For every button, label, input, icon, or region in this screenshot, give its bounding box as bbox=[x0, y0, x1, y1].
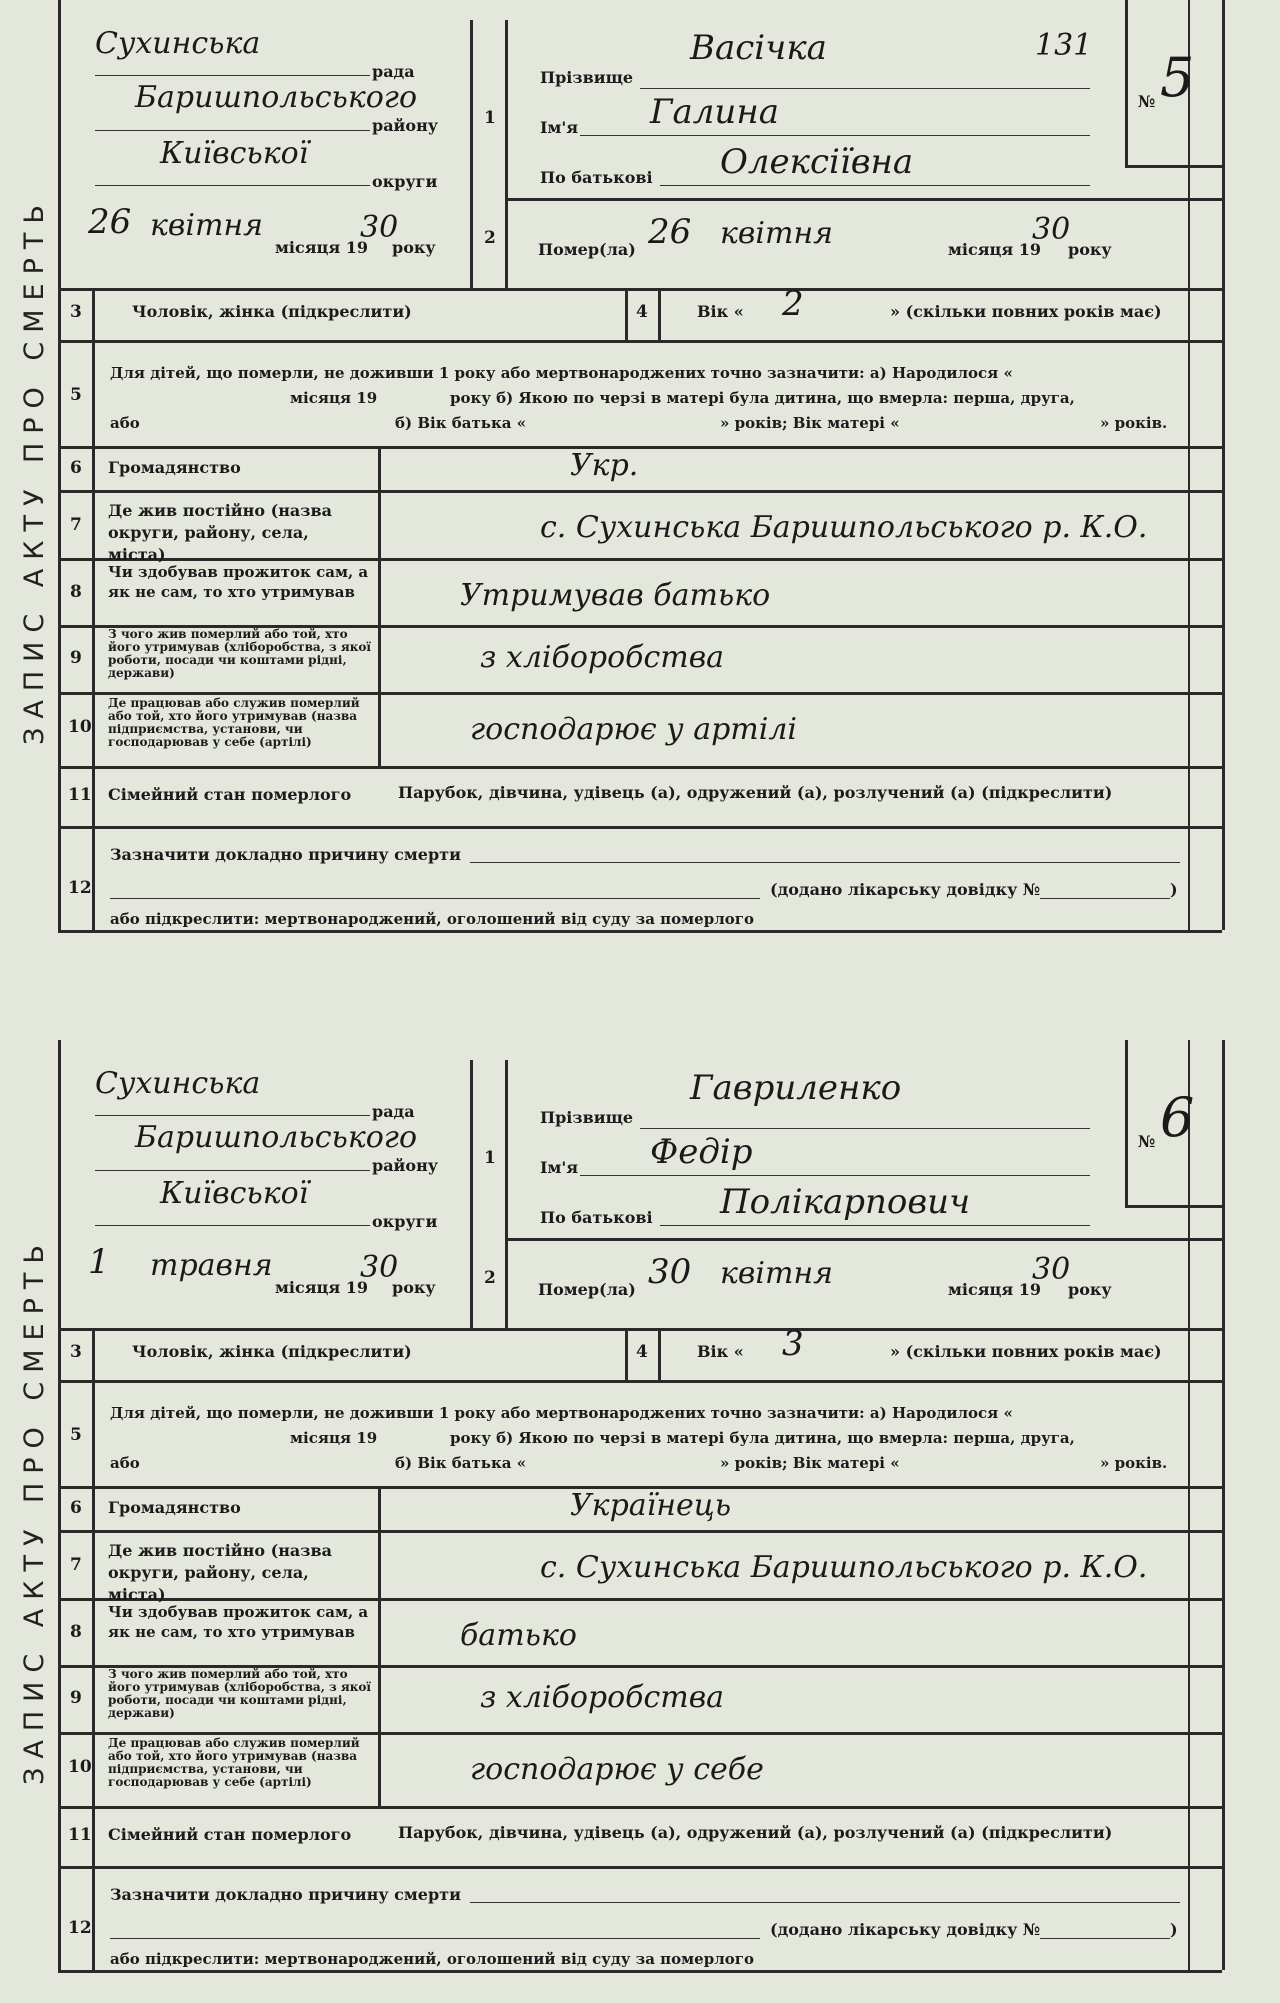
row5-line3b: б) Вік батька « bbox=[395, 1454, 527, 1472]
cause-attach: (додано лікарську довідку № bbox=[770, 880, 1041, 899]
okruga-value: Київської bbox=[160, 136, 309, 171]
patronymic-label: По батькові bbox=[540, 168, 653, 187]
reg-day: 1 bbox=[88, 1242, 110, 1282]
age-suffix: » (скільки повних років має) bbox=[890, 1342, 1162, 1361]
death-month-label: місяця 19 bbox=[948, 1280, 1042, 1299]
row5-line1: Для дітей, що померли, не доживши 1 року або мертвонароджених точно зазначити: а) Народилося « bbox=[110, 1404, 1013, 1422]
death-year-label: року bbox=[1068, 240, 1112, 259]
surname-value: Гавриленко bbox=[690, 1068, 902, 1108]
reg-year: 30 bbox=[360, 1250, 399, 1285]
name-label: Ім'я bbox=[540, 1158, 579, 1177]
cause-label: Зазначити докладно причину смерти bbox=[110, 845, 461, 864]
age-label: Вік « bbox=[697, 302, 744, 321]
citizenship-value: Українець bbox=[570, 1488, 732, 1523]
residence-label: Де жив постійно (назва округи, району, села, міста) bbox=[108, 501, 332, 564]
row5-line2a: місяця 19 bbox=[290, 1429, 378, 1447]
reg-year: 30 bbox=[360, 210, 399, 245]
age-value: 2 bbox=[782, 284, 804, 324]
row5-line2b: року б) Якою по черзі в матері була дитина, що вмерла: перша, друга, bbox=[450, 389, 1075, 407]
death-year: 30 bbox=[1032, 1252, 1071, 1287]
row5-line3a: або bbox=[110, 414, 140, 432]
reg-month: квітня bbox=[150, 208, 264, 243]
reg-month-label: місяця 19 bbox=[275, 1278, 369, 1297]
citizenship-label: Громадянство bbox=[108, 458, 241, 477]
support-value: батько bbox=[460, 1618, 577, 1653]
family-label: Сімейний стан померлого bbox=[108, 785, 352, 804]
row5-line3c: » років; Вік матері « bbox=[720, 414, 900, 432]
income-value: з хліборобства bbox=[480, 1680, 725, 1715]
name-value: Федір bbox=[650, 1132, 753, 1172]
name-label: Ім'я bbox=[540, 118, 579, 137]
surname-label: Прізвище bbox=[540, 1108, 634, 1127]
record-number: 6 bbox=[1160, 1086, 1195, 1149]
death-month: квітня bbox=[720, 1256, 834, 1291]
rada-label: рада bbox=[372, 62, 415, 81]
row5-line3a: або bbox=[110, 1454, 140, 1472]
reg-month-label: місяця 19 bbox=[275, 238, 369, 257]
patronymic-value: Олексіївна bbox=[720, 142, 914, 182]
side-title: ЗАПИС АКТУ ПРО СМЕРТЬ bbox=[18, 195, 50, 745]
support-label: Чи здобував прожиток сам, а як не сам, то хто утримував bbox=[108, 1603, 369, 1641]
residence-value: с. Сухинська Баришпольського р. К.О. bbox=[540, 510, 1148, 545]
number-label: № bbox=[1138, 92, 1156, 111]
number-label: № bbox=[1138, 1132, 1156, 1151]
residence-label: Де жив постійно (назва округи, району, села, міста) bbox=[108, 1541, 332, 1604]
death-year: 30 bbox=[1032, 212, 1071, 247]
row5-line3c: » років; Вік матері « bbox=[720, 1454, 900, 1472]
cause-or: або підкреслити: мертвонароджений, оголошений від суду за померлого bbox=[110, 1950, 754, 1968]
name-value: Галина bbox=[650, 92, 779, 132]
work-label: Де працював або служив померлий або той, хто його утримував (назва підприємства, установи, чи господарював у себе (артілі) bbox=[108, 696, 360, 749]
death-label: Помер(ла) bbox=[538, 1280, 636, 1299]
patronymic-value: Полікарпович bbox=[720, 1182, 971, 1222]
death-month-label: місяця 19 bbox=[948, 240, 1042, 259]
reg-day: 26 bbox=[88, 202, 132, 242]
family-text: Парубок, дівчина, удівець (а), одружений (а), розлучений (а) (підкреслити) bbox=[398, 1823, 1113, 1842]
support-label: Чи здобував прожиток сам, а як не сам, то хто утримував bbox=[108, 563, 369, 601]
age-value: 3 bbox=[782, 1324, 804, 1364]
sex-label: Чоловік, жінка (підкреслити) bbox=[132, 302, 412, 321]
age-label: Вік « bbox=[697, 1342, 744, 1361]
surname-label: Прізвище bbox=[540, 68, 634, 87]
death-label: Помер(ла) bbox=[538, 240, 636, 259]
record-number: 5 bbox=[1160, 46, 1195, 109]
row5-line2b: року б) Якою по черзі в матері була дитина, що вмерла: перша, друга, bbox=[450, 1429, 1075, 1447]
family-label: Сімейний стан померлого bbox=[108, 1825, 352, 1844]
death-year-label: року bbox=[1068, 1280, 1112, 1299]
side-title: ЗАПИС АКТУ ПРО СМЕРТЬ bbox=[18, 1235, 50, 1785]
citizenship-value: Укр. bbox=[570, 448, 639, 483]
family-text: Парубок, дівчина, удівець (а), одружений (а), розлучений (а) (підкреслити) bbox=[398, 783, 1113, 802]
raion-label: району bbox=[372, 116, 439, 135]
raion-value: Баришпольського bbox=[135, 80, 418, 115]
okruga-value: Київської bbox=[160, 1176, 309, 1211]
age-suffix: » (скільки повних років має) bbox=[890, 302, 1162, 321]
rada-value: Сухинська bbox=[95, 1066, 261, 1101]
row5-line3d: » років. bbox=[1100, 1454, 1168, 1472]
row5-line3b: б) Вік батька « bbox=[395, 414, 527, 432]
cause-or: або підкреслити: мертвонароджений, оголошений від суду за померлого bbox=[110, 910, 754, 928]
row5-line2a: місяця 19 bbox=[290, 389, 378, 407]
income-value: з хліборобства bbox=[480, 640, 725, 675]
death-month: квітня bbox=[720, 216, 834, 251]
reg-year-label: року bbox=[392, 1278, 436, 1297]
income-label: З чого жив померлий або той, хто його утримував (хліборобства, з якої роботи, посади чи коштами рідні, держави) bbox=[108, 627, 371, 680]
raion-value: Баришпольського bbox=[135, 1120, 418, 1155]
death-record-2: ЗАПИС АКТУ ПРО СМЕРТЬ Сухинська рада Баришпольського району Київської округи 1 травня місяця 19 30 року 1 2 Прізвище Гавриленко Ім'я Федір По батькові Полікарпович № 6 Помер(ла) 30 квітня місяця 19 30 року 3 Чоловік, жінка (підкреслити) 4 Вік « 3 » (скільки повних років має) 5 Для дітей, що померли, не доживши 1 року або мертвонароджених точно зазначити: а) Народилося « місяця 19 року б) Якою по черзі в матері була дитина, що вмерла: перша, друга, або б) Вік батька « » років; Вік матері « » років. 6 Громадянство Українець 7 Де жив постійно (назва округи, району, села, міста) с. Сухинська Баришпольського р. К.О. 8 Чи здобував прожиток сам, а як не сам, то хто утримував батько 9 З чого жив померлий або той, хто його утримував (хліборобства, з якої роботи, посади чи коштами рідні, держави) з хліборобства 10 Де працював або служив померлий або той, хто його утримував (назва підприємства, установи, чи господарював у себе (артілі) господарює у себе 11 Сімейний стан померлого Парубок, дівчина, удівець (а), одружений (а), розлучений (а) (підкреслити) 12 Зазначити докладно причину смерти (додано лікарську довідку № ) або підкреслити: мертвонароджений, оголошений від суду за померлого bbox=[0, 1040, 1280, 2003]
residence-value: с. Сухинська Баришпольського р. К.О. bbox=[540, 1550, 1148, 1585]
row5-line3d: » років. bbox=[1100, 414, 1168, 432]
raion-label: району bbox=[372, 1156, 439, 1175]
cause-attach: (додано лікарську довідку № bbox=[770, 1920, 1041, 1939]
death-record-1: ЗАПИС АКТУ ПРО СМЕРТЬ Сухинська рада Баришпольського району Київської округи 26 квітня місяця 19 30 року 1 2 Прізвище Васічка 131 Ім'я Галина По батькові Олексіївна № 5 Помер(ла) 26 квітня місяця 19 30 року 3 Чоловік, жінка (підкреслити) 4 Вік « 2 » (скільки повних років має) 5 Для дітей, що померли, не доживши 1 року або мертвонароджених точно зазначити: а) Народилося « місяця 19 року б) Якою по черзі в матері була дитина, що вмерла: перша, друга, або б) Вік батька « » років; Вік матері « » років. 6 Громадянство Укр. 7 Де жив постійно (назва округи, району, села, міста) с. Сухинська Баришпольського р. К.О. 8 Чи здобував прожиток сам, а як не сам, то хто утримував Утримував батько 9 З чого жив померлий або той, хто його утримував (хліборобства, з якої роботи, посади чи коштами рідні, держави) з хліборобства 10 Де працював або служив померлий або той, хто його утримував (назва підприємства, установи, чи господарював у себе (артілі) господарює у артілі 11 Сімейний стан померлого Парубок, дівчина, удівець (а), одружений (а), розлучений (а) (підкреслити) 12 Зазначити докладно причину смерти (додано лікарську довідку № ) або підкреслити: мертвонароджений, оголошений від суду за померлого bbox=[0, 0, 1280, 945]
citizenship-label: Громадянство bbox=[108, 1498, 241, 1517]
rada-value: Сухинська bbox=[95, 26, 261, 61]
sex-label: Чоловік, жінка (підкреслити) bbox=[132, 1342, 412, 1361]
okruga-label: округи bbox=[372, 172, 438, 191]
cause-label: Зазначити докладно причину смерти bbox=[110, 1885, 461, 1904]
death-day: 26 bbox=[648, 212, 692, 252]
work-value: господарює у артілі bbox=[470, 712, 798, 747]
row5-line1: Для дітей, що померли, не доживши 1 року або мертвонароджених точно зазначити: а) Народилося « bbox=[110, 364, 1013, 382]
reg-month: травня bbox=[150, 1248, 273, 1283]
archive-number: 131 bbox=[1035, 28, 1093, 63]
support-value: Утримував батько bbox=[460, 578, 771, 613]
reg-year-label: року bbox=[392, 238, 436, 257]
work-label: Де працював або служив померлий або той, хто його утримував (назва підприємства, установи, чи господарював у себе (артілі) bbox=[108, 1736, 360, 1789]
income-label: З чого жив померлий або той, хто його утримував (хліборобства, з якої роботи, посади чи коштами рідні, держави) bbox=[108, 1667, 371, 1720]
work-value: господарює у себе bbox=[470, 1752, 764, 1787]
patronymic-label: По батькові bbox=[540, 1208, 653, 1227]
okruga-label: округи bbox=[372, 1212, 438, 1231]
death-day: 30 bbox=[648, 1252, 692, 1292]
rada-label: рада bbox=[372, 1102, 415, 1121]
surname-value: Васічка bbox=[690, 28, 827, 68]
